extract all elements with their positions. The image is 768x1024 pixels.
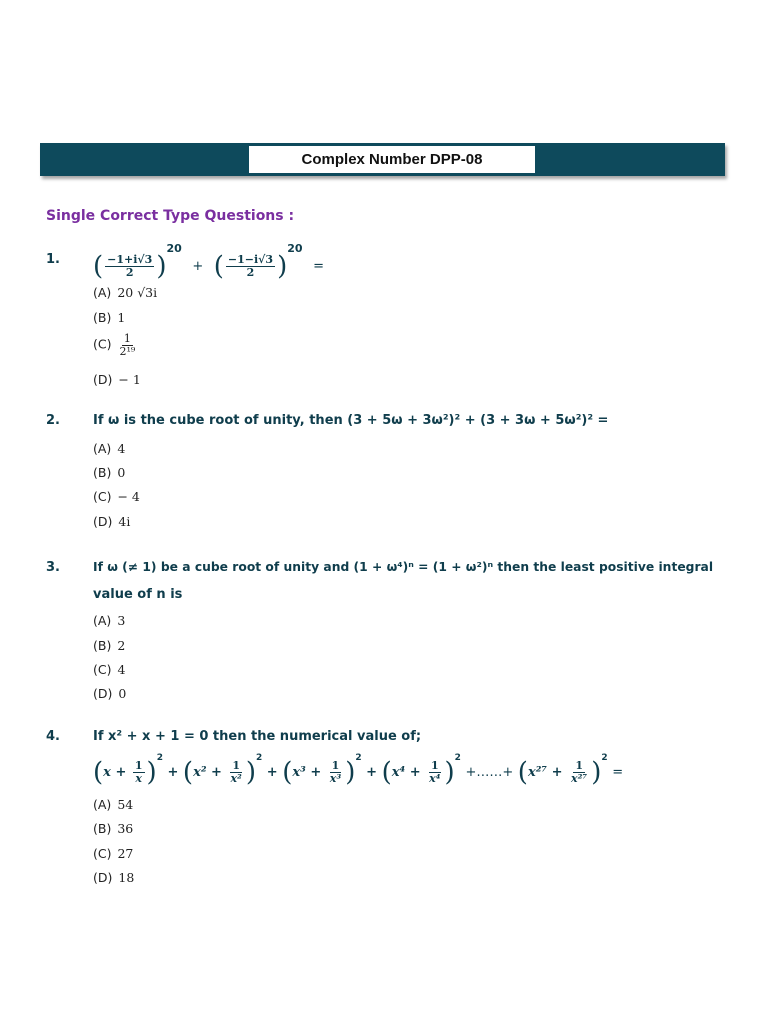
option-d: (D) 18 <box>93 870 135 885</box>
question-number: 3. <box>46 560 60 575</box>
option-c: (C) − 4 <box>93 489 140 504</box>
equals-sign: = <box>313 259 324 274</box>
exponent: 20 <box>287 242 303 255</box>
fraction-numerator: −1−i√3 <box>227 253 274 267</box>
question-1 <box>0 242 768 282</box>
plus-sign: + <box>192 259 204 274</box>
section-heading: Single Correct Type Questions : <box>46 208 295 224</box>
page-title: Complex Number DPP-08 <box>248 145 536 174</box>
option-a: (A) 54 <box>93 797 134 812</box>
question-number: 4. <box>46 729 60 744</box>
option-d: (D) 0 <box>93 686 127 701</box>
option-a: (A) 3 <box>93 613 126 628</box>
question-2 <box>0 413 768 433</box>
option-b: (B) 36 <box>93 821 134 836</box>
fraction-denominator: 2 <box>125 266 134 279</box>
option-a: (A) 20 √3i <box>93 285 158 300</box>
option-c: (C) $\frac{1}{\text{2¹⁹}}$ <box>93 332 136 358</box>
question-text: If ω is the cube root of unity, then (3 + 5ω + 3ω²)² + (3 + 3ω + 5ω²)² = <box>93 413 609 428</box>
option-c: (C) 27 <box>93 846 134 861</box>
fraction-denominator: 2 <box>246 266 255 279</box>
question-number: 2. <box>46 413 60 428</box>
fraction-numerator: −1+i√3 <box>107 253 153 267</box>
option-b: (B) 2 <box>93 638 126 653</box>
option-d: (D) 4i <box>93 514 131 529</box>
question-text: If x² + x + 1 = 0 then the numerical value of; <box>93 729 422 744</box>
question-expression: ( $\frac{-1+i√3}{2}$ )$^{20}$ + ( $\frac{-1-i√3}{2}$ )$^{20}$ = <box>93 242 324 282</box>
question-4-expression: (x + $\frac{1}{x}$ )$^2$ + (x² + $\frac{1}{\text{x²}}$ )$^2$ + (x³ + $\frac{1}{\text{x³}}$ )$^2$ + (x⁴ + $\frac{1}{\text{x⁴}}$ )$^2$ +……+ (x²⁷ + $\frac{1}{\text{x²⁷}}$ )$^2$ = <box>93 753 624 788</box>
option-d: (D) − 1 <box>93 372 141 387</box>
question-4 <box>0 729 768 749</box>
exponent: 20 <box>166 242 182 255</box>
question-number: 1. <box>46 252 60 267</box>
option-b: (B) 0 <box>93 465 126 480</box>
option-c: (C) 4 <box>93 662 126 677</box>
question-text-line1: If ω (≠ 1) be a cube root of unity and (1 + ω⁴)ⁿ = (1 + ω²)ⁿ then the least positive integral <box>93 560 714 574</box>
question-text-line2: value of n is <box>93 587 183 602</box>
option-a: (A) 4 <box>93 441 126 456</box>
option-b: (B) 1 <box>93 310 126 325</box>
question-3 <box>0 560 768 605</box>
